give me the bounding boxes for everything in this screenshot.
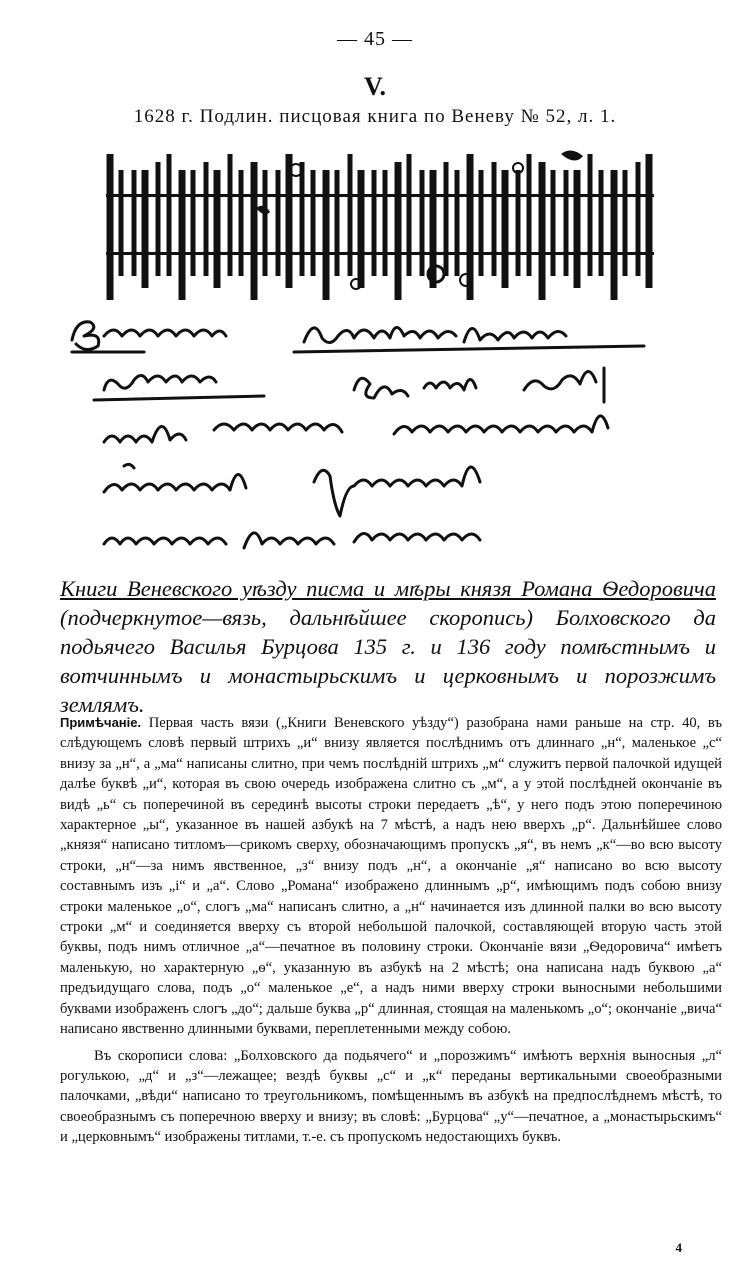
transcription-text (60, 574, 716, 719)
cursive-facsimile-image (64, 312, 684, 574)
source-citation: 1628 г. Подлин. писцовая книга по Веневу № 52, л. 1. (133, 106, 617, 127)
page-number: — 45 — (337, 28, 413, 50)
note-section (60, 713, 722, 1148)
note-paragraph-2: Въ скорописи слова: „Болховского да подьячего“ и „порозжимъ“ имѣютъ верхнія выносныя „л“ рогулькою, „д“ и „з“—лежащее; вездѣ буквы „с“ и „к“ переданы вертикальными своеобразными палочками, „вѣди“ написано то треугольникомъ, помѣщеннымъ въ азбукѣ на предпослѣднемъ мѣстѣ, то своеобразнымъ съ поперечною вверху и внизу; въ словѣ: „Бурцова“ „у“—печатное, а „монастырьскимъ“ и „церковнымъ“ изображены титлами, т.-е. съ пропускомъ недостающихъ буквъ. (60, 1047, 722, 1146)
vyaz-facsimile-image (106, 148, 654, 308)
vyaz-transcription: Книги Веневского уѣзду писма и мѣры князя Романа Ѳедоровича (60, 576, 716, 601)
chapter-heading: V. (364, 72, 386, 101)
cursive-transcription: (подчеркнутое—вязь, дальнѣйшее скоропись) Болховского да подьячего Василья Бурцова 135 г. и 136 году помѣстнымъ и вотчиннымъ и монастырьскимъ и церковнымъ и порозжимъ землямъ. (60, 605, 716, 717)
note-paragraph-1 (60, 713, 722, 1040)
note-paragraph-1-text: Первая часть вязи („Книги Веневского уѣзду“) разобрана нами раньше на стр. 40, въ слѣдующемъ словѣ первый штрихъ „и“ внизу является послѣднимъ отъ длиннаго „н“, маленькое „с“ внизу за „н“, а „ма“ написаны слитно, при чемъ послѣдній штрихъ „м“ служитъ первой палочкой идущей далѣе буквѣ „и“, которая въ свою очередь изображена слитно съ „м“, а у этой послѣдней окончаніе въ видѣ „ь“ съ поперечиной въ серединѣ высоты строки передаетъ „ѣ“, у него подъ этою поперечиною характерное „ы“, указанное въ нашей азбукѣ на 7 мѣстѣ, а надъ нею вверхъ „р“. Дальнѣйшее слово „князя“ написано титломъ—срикомъ сверху, обозначающимъ пропускъ „я“, въ немъ „к“—во всю высоту строки, „н“—за нимъ явственное, „з“ внизу подъ „н“, а окончаніе „я“ написано во всю высоту составнымъ изъ „і“ и „а“. Слово „Романа“ изображено длиннымъ „р“, имѣющимъ подъ собою внизу строки маленькое „о“, слогъ „ма“ написанъ слитно, а „н“ начинается изъ длинной палки во всю высоту строки „м“ и соединяется вверху съ второй небольшой палочкой, составляющей вторую часть этой буквы, подъ нимъ отличное „а“—печатное въ половину строки. Окончаніе вязи „Ѳедоровича“ имѣетъ маленькую, но характерную „ѳ“, указанную въ азбукѣ на 2 мѣстѣ; она написана надъ буквою „а“ предъидущаго слова, подъ „о“ маленькое „е“, а надъ ними вверху строки выносными небольшими буквами изображенъ слогъ „до“; дальше буква „р“ длинная, стоящая на маленькомъ „о“; окончаніе „вича“ написано явственно длинными буквами, переплетенными между собою. (60, 715, 722, 1038)
note-label: Примѣчаніе. (60, 715, 142, 730)
signature-mark: 4 (675, 1240, 682, 1255)
